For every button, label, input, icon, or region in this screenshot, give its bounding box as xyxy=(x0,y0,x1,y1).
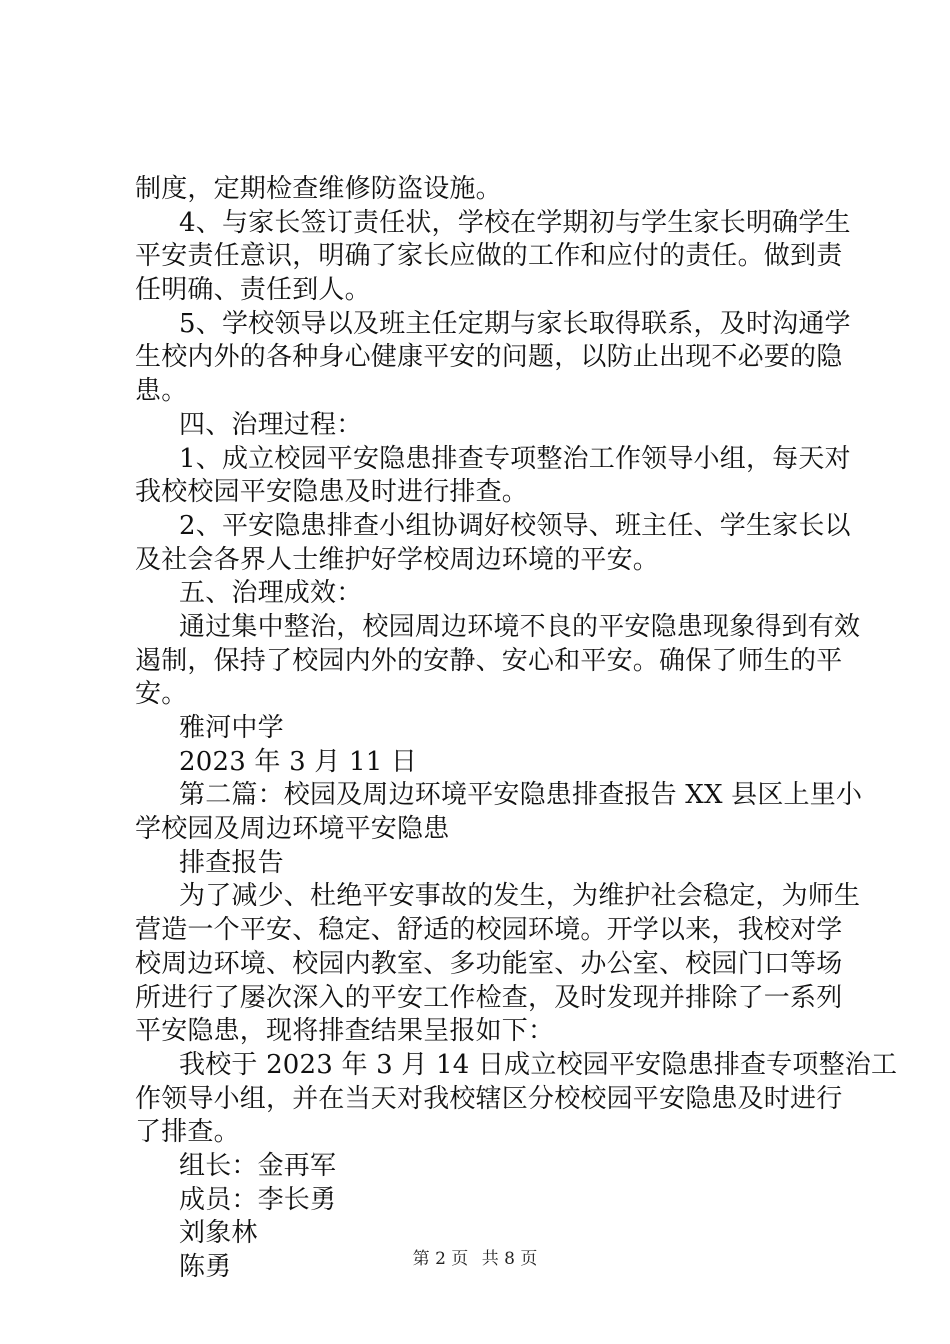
page-footer xyxy=(0,1244,950,1269)
text-line: 营造一个平安、稳定、舒适的校园环境。开学以来，我校对学 xyxy=(135,915,843,946)
text-line: 1、成立校园平安隐患排查专项整治工作领导小组，每天对 xyxy=(179,443,851,474)
text-line: 所进行了屡次深入的平安工作检查，及时发现并排除了一系列 xyxy=(135,982,843,1013)
signature-school: 雅河中学 xyxy=(179,713,284,743)
text-line: 5、学校领导以及班主任定期与家长取得联系，及时沟通学 xyxy=(179,308,851,339)
document-body xyxy=(135,173,898,1285)
section-title: 学校园及周边环境平安隐患 xyxy=(135,814,450,845)
text-line: 4、与家长签订责任状，学校在学期初与学生家长明确学生 xyxy=(179,207,851,238)
text-line: 制度，定期检查维修防盗设施。 xyxy=(135,174,502,204)
text-line: 校周边环境、校园内教室、多功能室、办公室、校园门口等场 xyxy=(135,948,843,979)
page-number: 第 2 页 xyxy=(412,1249,469,1269)
text-line: 我校于 2023 年 3 月 14 日成立校园平安隐患排查专项整治工 xyxy=(179,1049,898,1080)
text-line: 我校校园平安隐患及时进行排查。 xyxy=(135,477,529,508)
member-line: 刘象林 xyxy=(179,1218,258,1249)
section-title: 排查报告 xyxy=(179,847,284,878)
section-title: 第二篇：校园及周边环境平安隐患排查报告 XX 县区上里小 xyxy=(179,780,863,811)
member-line: 成员：李长勇 xyxy=(179,1184,337,1215)
section-heading: 四、治理过程： xyxy=(179,409,363,440)
text-line: 遏制，保持了校园内外的安静、安心和平安。确保了师生的平 xyxy=(135,645,843,676)
signature-date: 2023 年 3 月 11 日 xyxy=(179,746,418,777)
text-line: 任明确、责任到人。 xyxy=(135,275,371,306)
text-line: 及社会各界人士维护好学校周边环境的平安。 xyxy=(135,544,660,575)
member-line: 组长：金再军 xyxy=(179,1150,337,1181)
member-line: 陈勇 xyxy=(179,1252,232,1282)
text-line: 平安责任意识，明确了家长应做的工作和应付的责任。做到责 xyxy=(135,241,843,272)
text-line: 通过集中整治，校园周边环境不良的平安隐患现象得到有效 xyxy=(179,611,861,642)
section-heading: 五、治理成效： xyxy=(179,578,363,609)
text-line: 患。 xyxy=(135,376,188,407)
text-line: 为了减少、杜绝平安事故的发生，为维护社会稳定，为师生 xyxy=(179,881,861,912)
text-line: 生校内外的各种身心健康平安的问题，以防止出现不必要的隐 xyxy=(135,342,843,373)
text-line: 了排查。 xyxy=(135,1117,240,1148)
page-total: 共 8 页 xyxy=(481,1249,538,1269)
text-line: 2、平安隐患排查小组协调好校领导、班主任、学生家长以 xyxy=(179,510,851,541)
text-line: 安。 xyxy=(135,679,188,710)
text-line: 平安隐患，现将排查结果呈报如下： xyxy=(135,1016,555,1047)
text-line: 作领导小组，并在当天对我校辖区分校校园平安隐患及时进行 xyxy=(135,1083,843,1114)
